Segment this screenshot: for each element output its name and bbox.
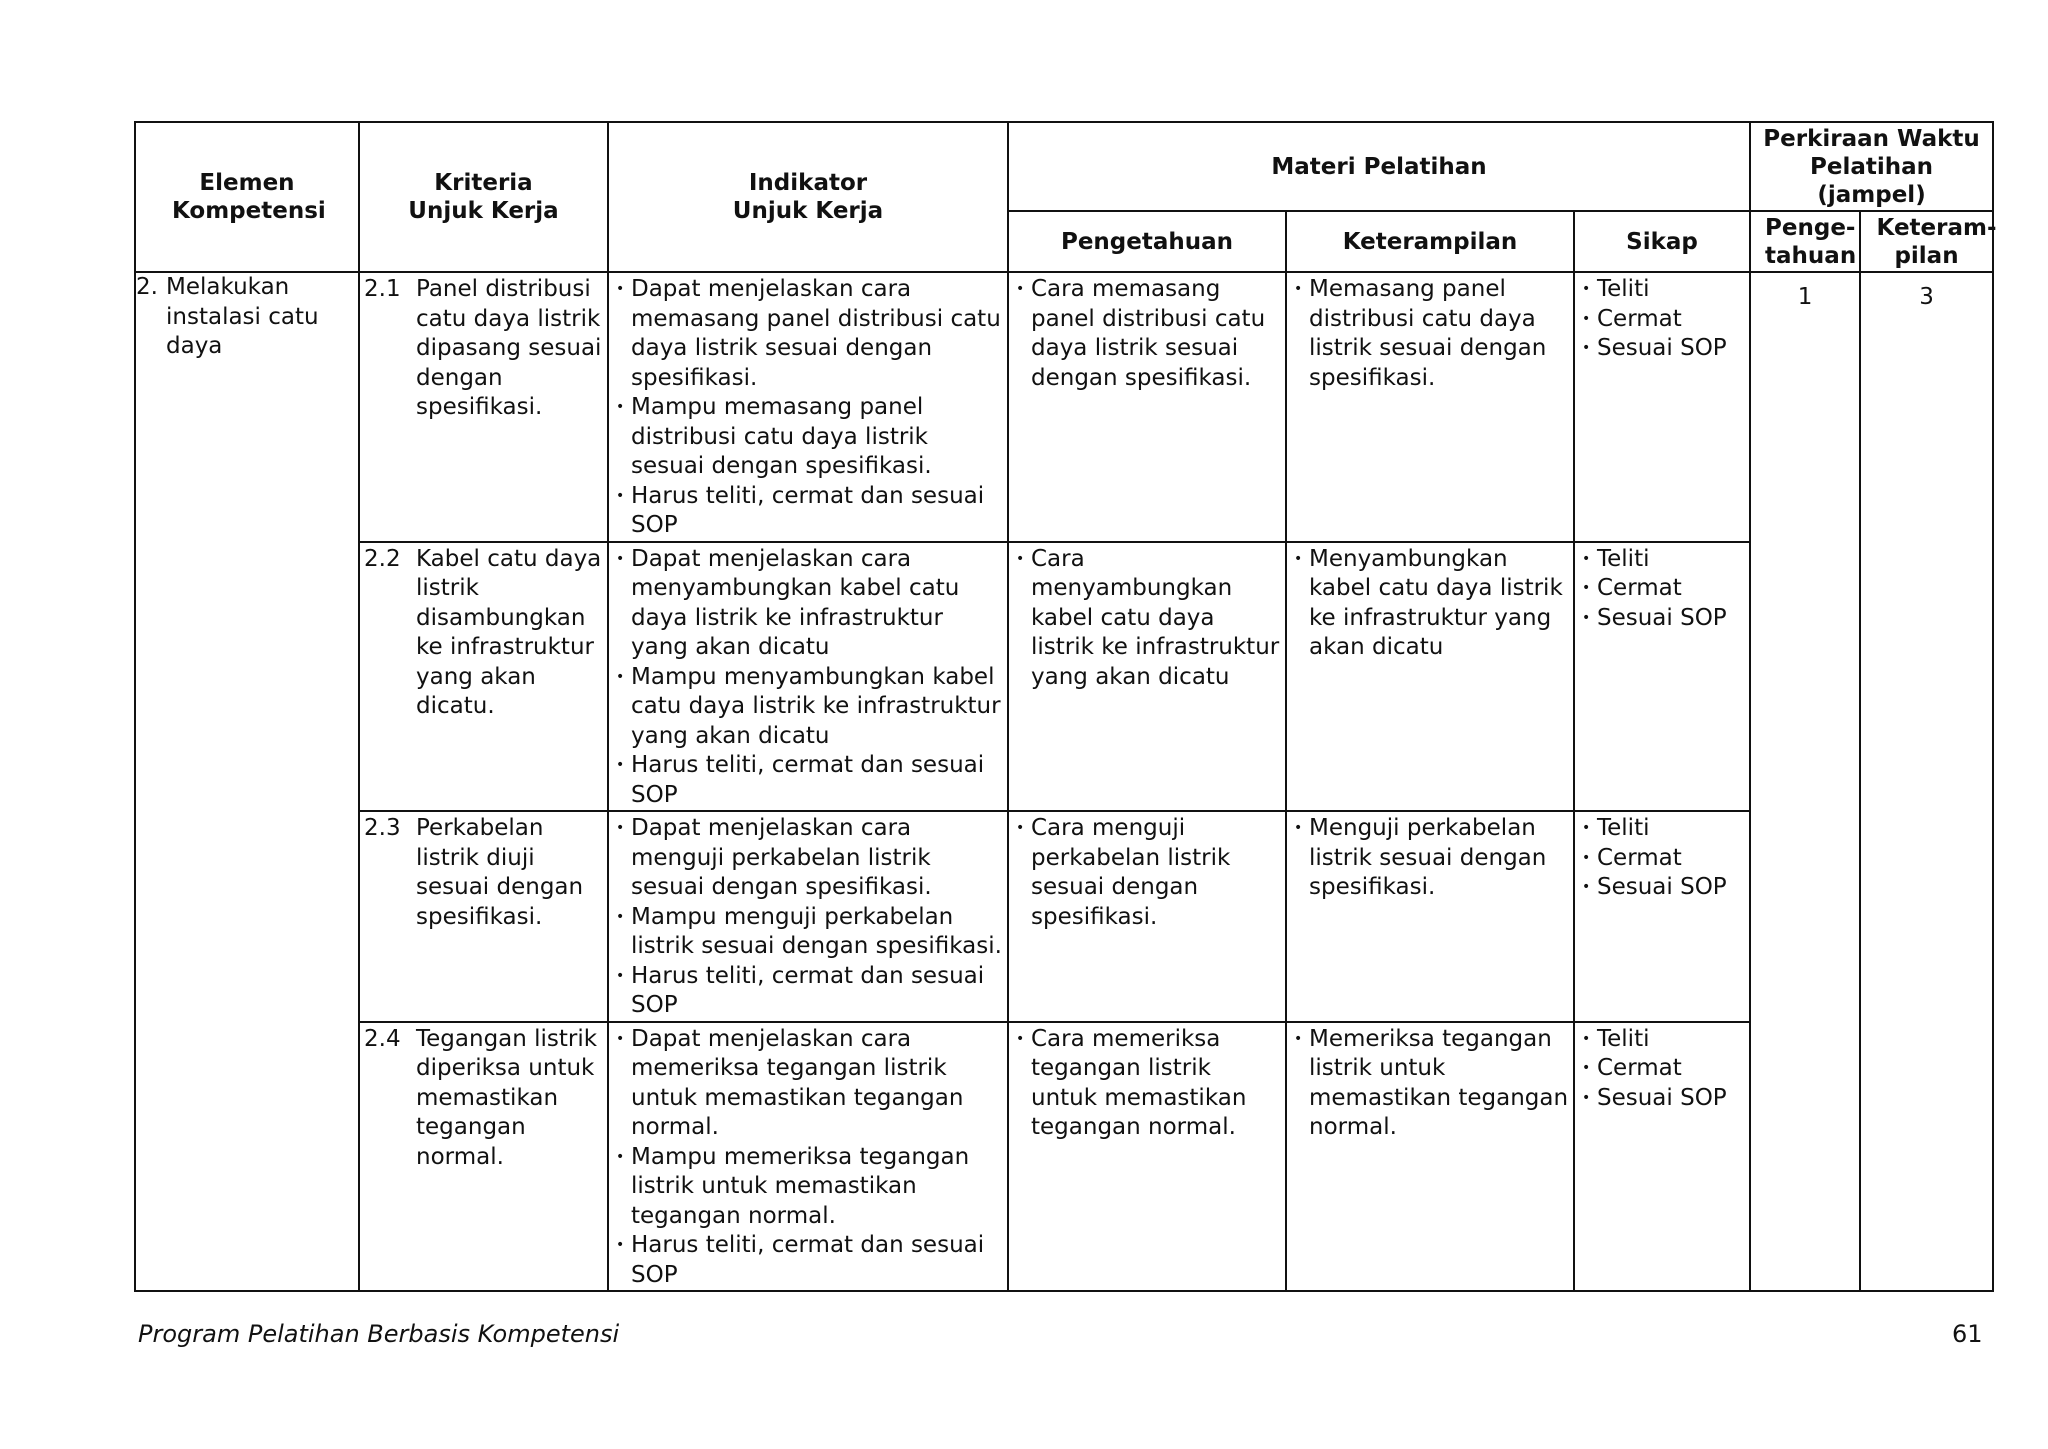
list-item: • Cermat [1581,574,1747,604]
header-pengetahuan: Pengetahuan [1008,211,1286,272]
list-item: • Cara menguji perkabelan listrik sesuai dengan spesifikasi. [1015,814,1283,932]
waktu-pengetahuan-cell [1750,272,1860,1291]
list-item: • Sesuai SOP [1581,334,1747,364]
list-item: • Cara menyambungkan kabel catu daya listrik ke infrastruktur yang akan dicatu [1015,545,1283,693]
list-item: • Dapat menjelaskan cara menyambungkan kabel catu daya listrik ke infrastruktur yang akan dicatu [615,545,1005,663]
pengetahuan-cell [1008,272,1286,542]
elemen-kompetensi-cell [135,272,359,1291]
list-item: • Mampu memasang panel distribusi catu daya listrik sesuai dengan spesifikasi. [615,393,1005,482]
header-waktu-pengetahuan: Penge-tahuan [1750,211,1860,272]
pengetahuan-cell [1008,1022,1286,1292]
competency-table [134,121,1997,1292]
indikator-cell [608,542,1008,812]
kriteria-number: 2.1 [364,276,401,302]
list-item: • Dapat menjelaskan cara memasang panel distribusi catu daya listrik sesuai dengan spesifikasi. [615,275,1005,393]
waktu-keterampilan-cell [1860,272,1993,1291]
list-item: • Dapat menjelaskan cara memeriksa tegangan listrik untuk memastikan tegangan normal. [615,1025,1005,1143]
header-elemen-kompetensi: Elemen Kompetensi [135,122,359,272]
table-row [135,542,1993,812]
header-materi-pelatihan: Materi Pelatihan [1008,122,1750,211]
list-item: • Menyambungkan kabel catu daya listrik ke infrastruktur yang akan dicatu [1293,545,1571,663]
list-item: • Teliti [1581,275,1747,305]
indikator-cell [608,811,1008,1022]
kriteria-number: 2.2 [364,545,401,572]
list-item: • Memeriksa tegangan listrik untuk memastikan tegangan normal. [1293,1025,1571,1143]
list-item: • Teliti [1581,1025,1747,1055]
list-item: • Sesuai SOP [1581,1084,1747,1114]
keterampilan-cell [1286,272,1574,542]
sikap-cell [1574,1022,1750,1292]
table-row [135,272,1993,542]
indikator-cell [608,272,1008,542]
kriteria-cell [359,542,608,812]
list-item: • Teliti [1581,545,1747,575]
list-item: • Dapat menjelaskan cara menguji perkabelan listrik sesuai dengan spesifikasi. [615,814,1005,903]
list-item: • Sesuai SOP [1581,873,1747,903]
list-item: • Cermat [1581,844,1747,874]
kriteria-number: 2.3 [364,815,401,841]
header-indikator-unjuk-kerja: Indikator Unjuk Kerja [608,122,1008,272]
page-number: 61 [1952,1320,1983,1348]
indikator-cell [608,1022,1008,1292]
header-sikap: Sikap [1574,211,1750,272]
kriteria-number: 2.4 [364,1025,401,1052]
list-item: • Harus teliti, cermat dan sesuai SOP [615,482,1005,541]
kriteria-cell [359,811,608,1022]
keterampilan-cell [1286,1022,1574,1292]
list-item: • Cara memasang panel distribusi catu daya listrik sesuai dengan spesifikasi. [1015,275,1283,393]
pengetahuan-cell [1008,811,1286,1022]
waktu-pengetahuan-value: 1 [1797,284,1813,310]
sikap-cell [1574,542,1750,812]
list-item: • Mampu menyambungkan kabel catu daya listrik ke infrastruktur yang akan dicatu [615,663,1005,752]
header-perkiraan-waktu: Perkiraan Waktu Pelatihan (jampel) [1750,122,1993,211]
list-item: • Cermat [1581,1054,1747,1084]
waktu-keterampilan-value: 3 [1919,284,1934,310]
kriteria-text: Perkabelan listrik diuji sesuai dengan spesifikasi. [416,815,584,930]
kriteria-cell [359,1022,608,1292]
list-item: • Harus teliti, cermat dan sesuai SOP [615,1231,1005,1290]
sikap-cell [1574,811,1750,1022]
kriteria-text: Panel distribusi catu daya listrik dipasang sesuai dengan spesifikasi. [416,276,602,420]
list-item: • Harus teliti, cermat dan sesuai SOP [615,751,1005,810]
list-item: • Cara memeriksa tegangan listrik untuk memastikan tegangan normal. [1015,1025,1283,1143]
pengetahuan-cell [1008,542,1286,812]
table-row [135,1022,1993,1292]
footer-document-title: Program Pelatihan Berbasis Kompetensi [138,1320,620,1348]
elemen-number: 2. [136,274,158,300]
kriteria-cell [359,272,608,542]
list-item: • Teliti [1581,814,1747,844]
list-item: • Sesuai SOP [1581,604,1747,634]
sikap-cell [1574,272,1750,542]
table-row [135,811,1993,1022]
list-item: • Cermat [1581,305,1747,335]
keterampilan-cell [1286,542,1574,812]
list-item: • Mampu memeriksa tegangan listrik untuk memastikan tegangan normal. [615,1143,1005,1232]
list-item: • Harus teliti, cermat dan sesuai SOP [615,962,1005,1021]
header-keterampilan: Keterampilan [1286,211,1574,272]
elemen-text: Melakukan instalasi catu daya [166,274,319,359]
keterampilan-cell [1286,811,1574,1022]
header-waktu-keterampilan: Keteram-pilan [1860,211,1993,272]
list-item: • Mampu menguji perkabelan listrik sesuai dengan spesifikasi. [615,903,1005,962]
kriteria-text: Kabel catu daya listrik disambungkan ke infrastruktur yang akan dicatu. [416,545,602,719]
list-item: • Menguji perkabelan listrik sesuai dengan spesifikasi. [1293,814,1571,903]
list-item: • Memasang panel distribusi catu daya listrik sesuai dengan spesifikasi. [1293,275,1571,393]
header-kriteria-unjuk-kerja: Kriteria Unjuk Kerja [359,122,608,272]
kriteria-text: Tegangan listrik diperiksa untuk memastikan tegangan normal. [416,1025,598,1170]
